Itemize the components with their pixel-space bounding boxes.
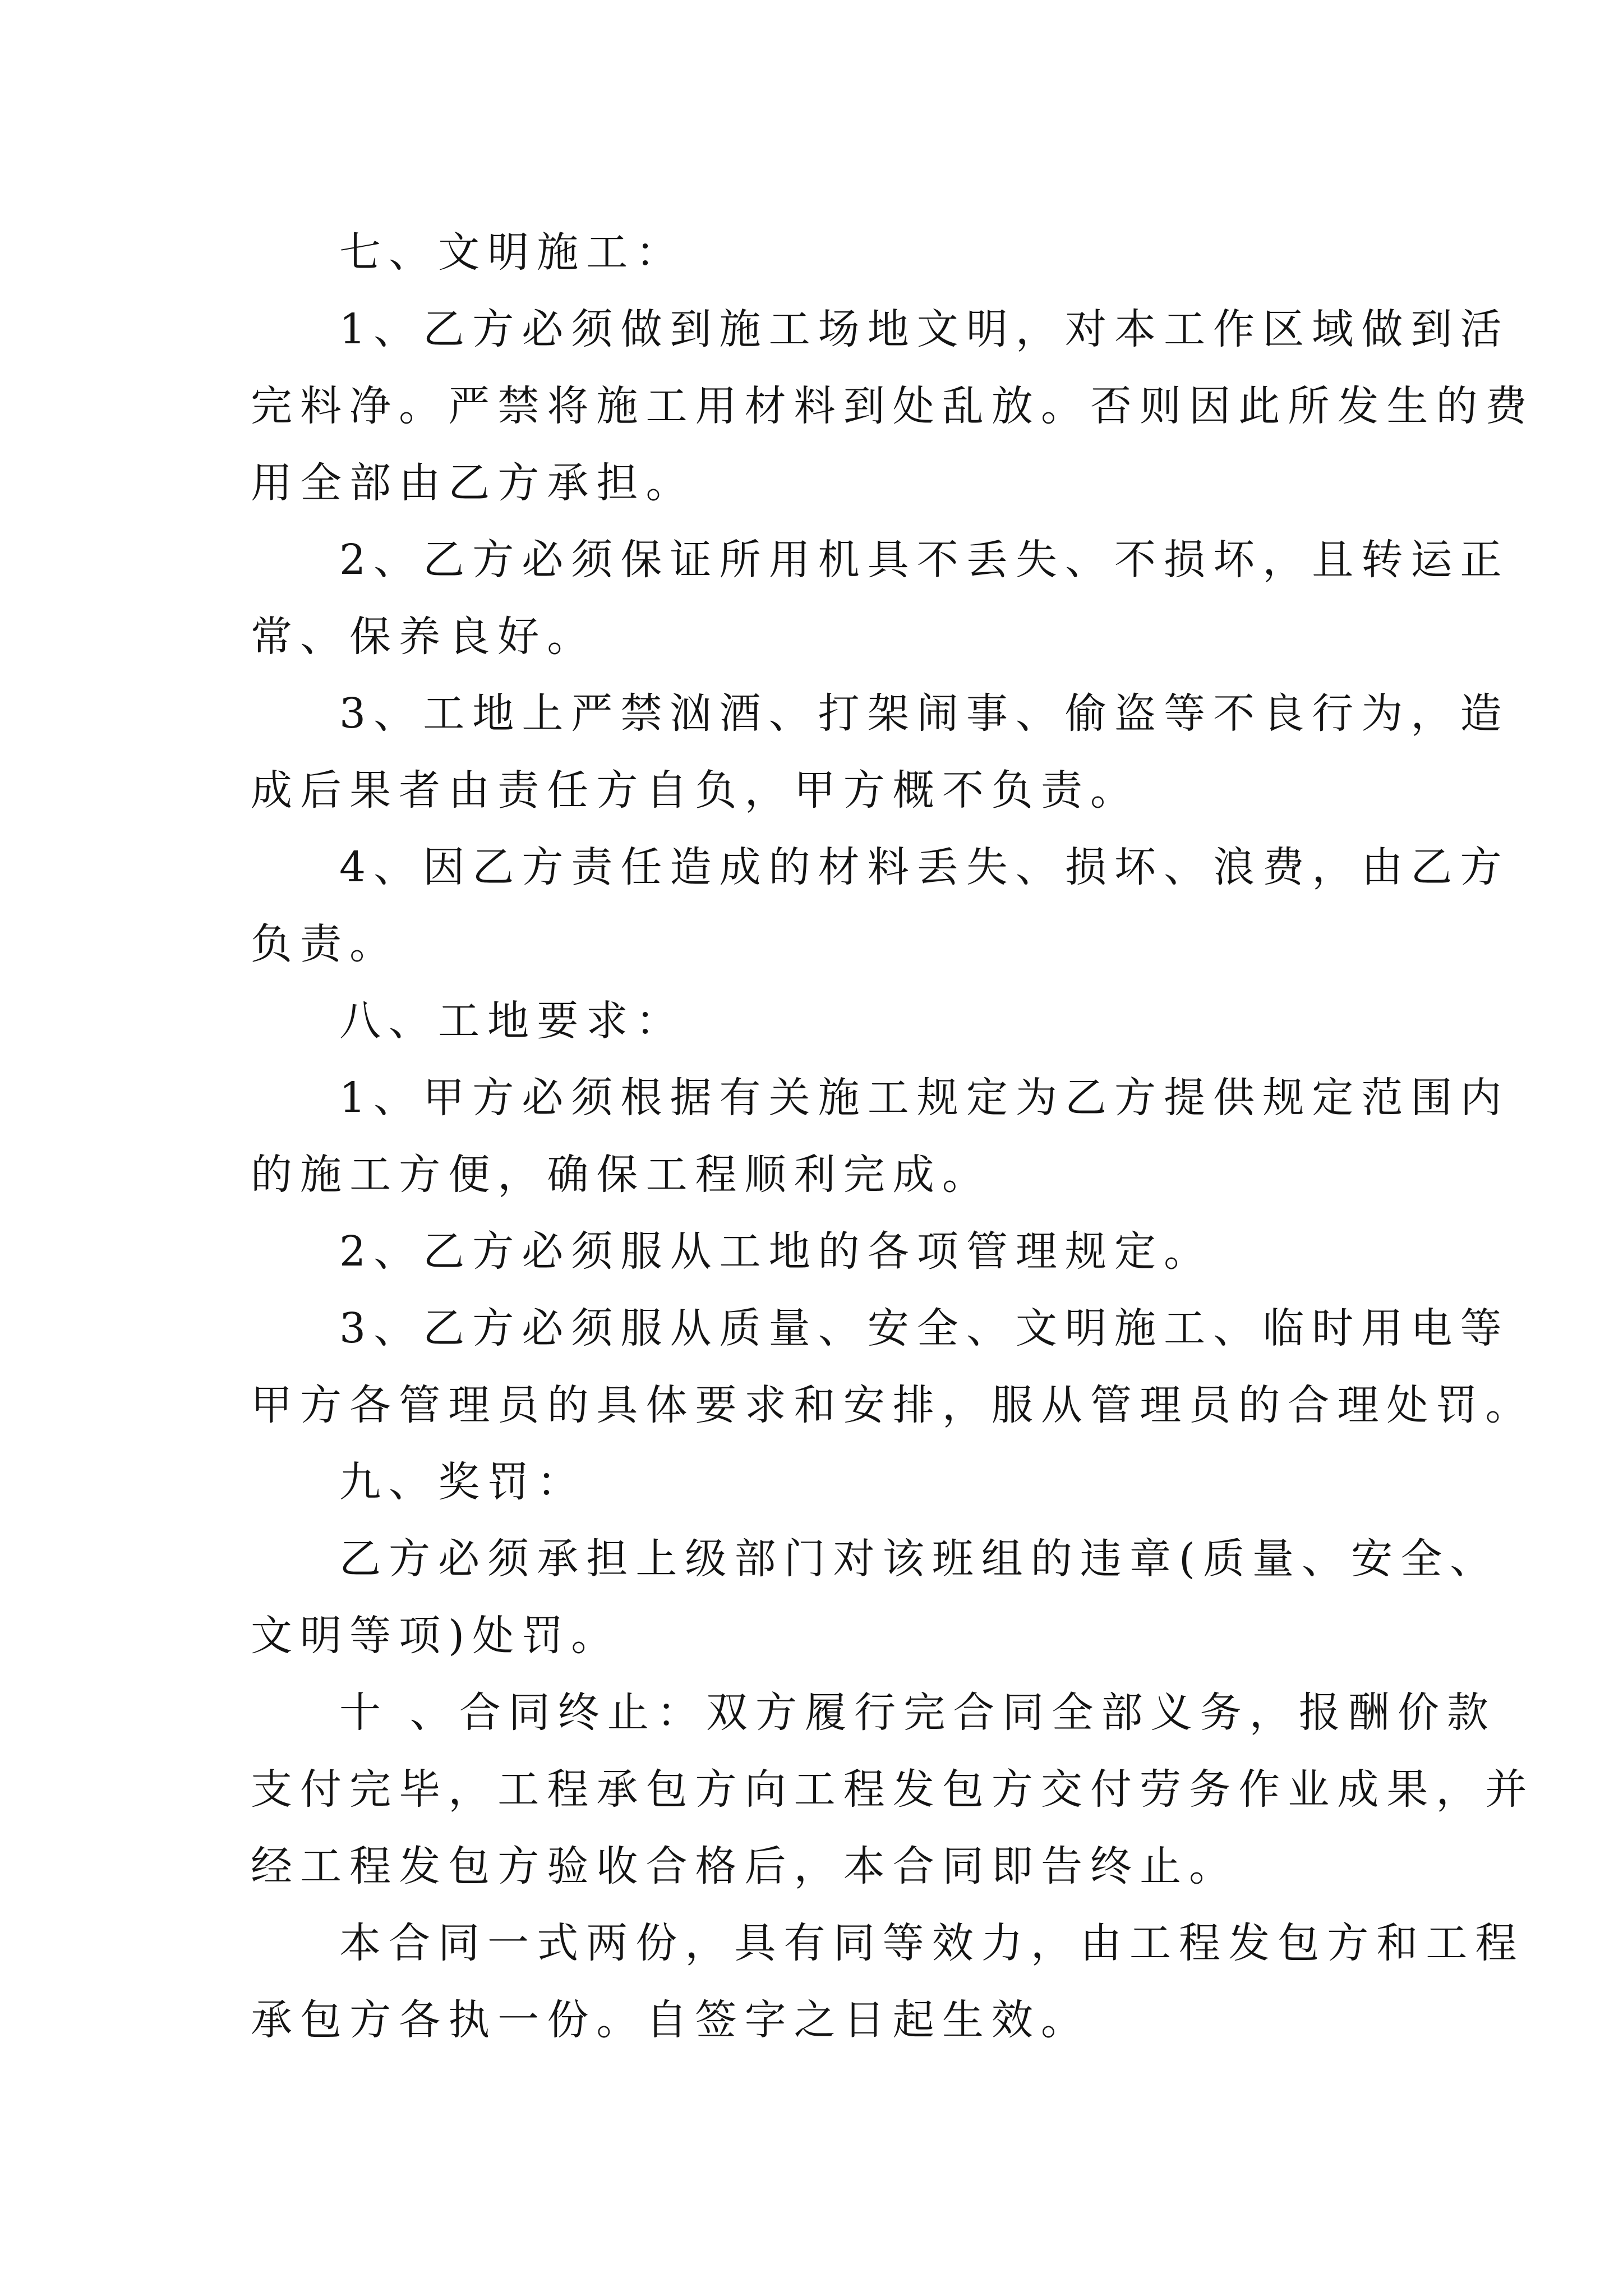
s7-item-1-line-1: 1、乙方必须做到施工场地文明，对本工作区域做到活	[339, 305, 1510, 353]
s8-item-1-line-1: 1、甲方必须根据有关施工规定为乙方提供规定范围内	[339, 1074, 1510, 1122]
section-8-heading: 八、工地要求：	[339, 997, 685, 1045]
section-9-heading: 九、奖罚：	[339, 1458, 587, 1506]
s7-item-4-line-2: 负责。	[251, 920, 399, 968]
closing-line-2: 承包方各执一份。自签字之日起生效。	[251, 1996, 1091, 2044]
s7-item-2-line-2: 常、保养良好。	[251, 613, 597, 661]
s7-item-3-line-2: 成后果者由责任方自负，甲方概不负责。	[251, 766, 1140, 815]
s8-item-3-line-1: 3、乙方必须服从质量、安全、文明施工、临时用电等	[339, 1304, 1510, 1352]
s10-line-3: 经工程发包方验收合格后，本合同即告终止。	[251, 1842, 1239, 1890]
s9-item-1-line-1: 乙方必须承担上级部门对该班组的违章(质量、安全、	[339, 1535, 1500, 1583]
s10-line-2: 支付完毕，工程承包方向工程发包方交付劳务作业成果，并	[251, 1765, 1535, 1814]
s8-item-3-line-2: 甲方各管理员的具体要求和安排，服从管理员的合理处罚。	[251, 1381, 1535, 1429]
s8-item-2-line-1: 2、乙方必须服从工地的各项管理规定。	[339, 1227, 1214, 1276]
s10-line-1: 十 、合同终止：双方履行完合同全部义务，报酬价款	[339, 1688, 1496, 1737]
s7-item-4-line-1: 4、因乙方责任造成的材料丢失、损坏、浪费，由乙方	[339, 843, 1510, 891]
s8-item-1-line-2: 的施工方便，确保工程顺利完成。	[251, 1151, 992, 1199]
closing-line-1: 本合同一式两份，具有同等效力，由工程发包方和工程	[339, 1919, 1525, 1967]
s7-item-3-line-1: 3、工地上严禁汹酒、打架闹事、偷盗等不良行为，造	[339, 689, 1510, 738]
section-7-heading: 七、文明施工：	[339, 228, 685, 277]
s7-item-2-line-1: 2、乙方必须保证所用机具不丢失、不损坏，且转运正	[339, 536, 1510, 584]
s7-item-1-line-3: 用全部由乙方承担。	[251, 459, 695, 507]
s7-item-1-line-2: 完料净。严禁将施工用材料到处乱放。否则因此所发生的费	[251, 382, 1535, 430]
s9-item-1-line-2: 文明等项)处罚。	[251, 1612, 621, 1660]
